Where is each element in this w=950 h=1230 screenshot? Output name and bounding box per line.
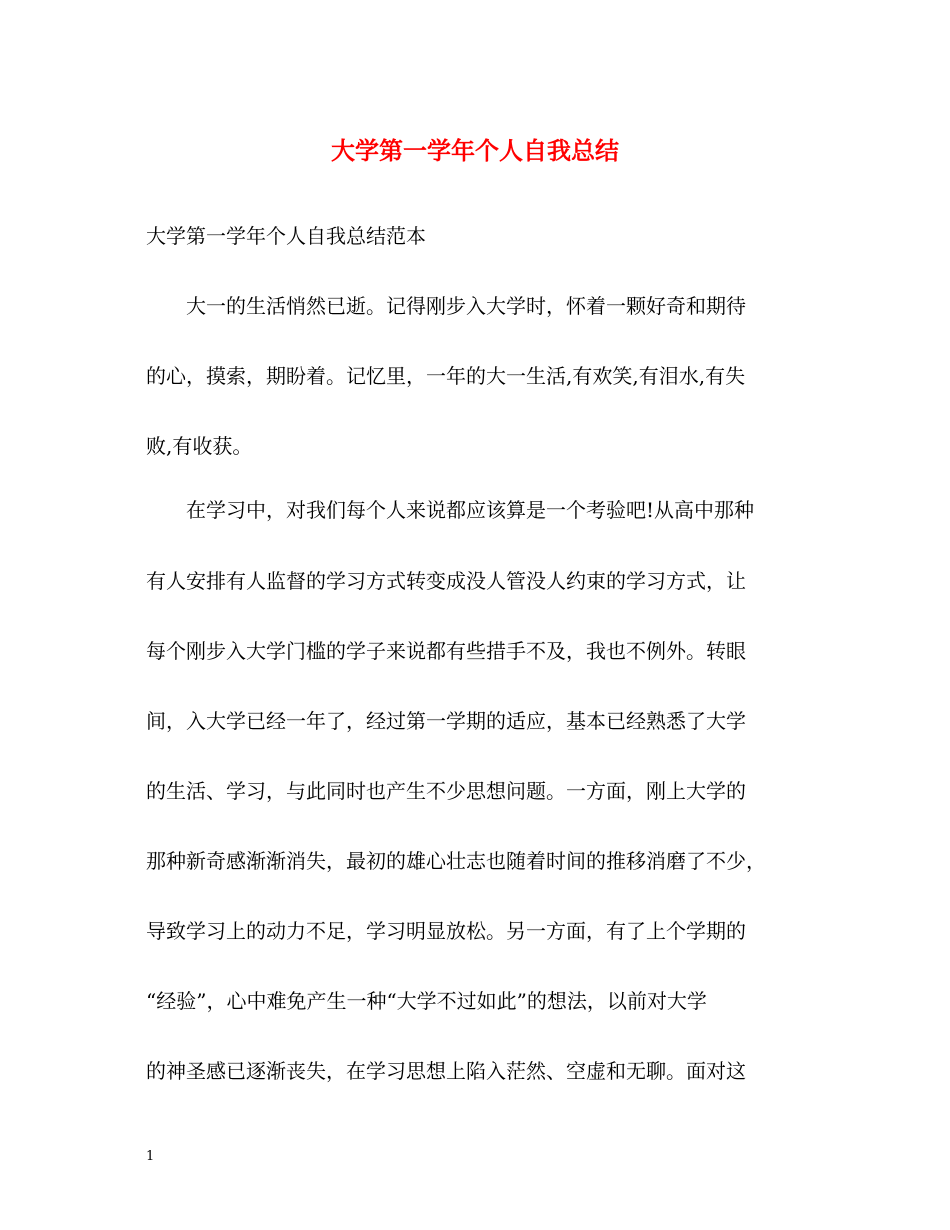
body-line: 的神圣感已逐渐丧失，在学习思想上陷入茫然、空虚和无聊。面对这 — [146, 1059, 746, 1083]
body-line: 的心，摸索，期盼着。记忆里，一年的大一生活,有欢笑,有泪水,有失 — [146, 364, 746, 388]
page-number: 1 — [146, 1149, 155, 1164]
body-line: 那种新奇感渐渐消失，最初的雄心壮志也随着时间的推移消磨了不少， — [146, 849, 766, 873]
body-line: 的生活、学习，与此同时也产生不少思想问题。一方面，刚上大学的 — [146, 779, 746, 803]
body-line: 导致学习上的动力不足，学习明显放松。另一方面，有了上个学期的 — [146, 919, 746, 943]
body-line: 有人安排有人监督的学习方式转变成没人管没人约束的学习方式，让 — [146, 569, 746, 593]
body-line: 大一的生活悄然已逝。记得刚步入大学时，怀着一颗好奇和期待 — [186, 294, 746, 318]
body-line: “经验”，心中难免产生一种“大学不过如此”的想法，以前对大学 — [146, 989, 707, 1013]
body-line: 败,有收获。 — [146, 434, 253, 458]
document-subtitle: 大学第一学年个人自我总结范本 — [146, 224, 426, 248]
body-line: 每个刚步入大学门槛的学子来说都有些措手不及，我也不例外。转眼 — [146, 639, 746, 663]
document-title: 大学第一学年个人自我总结 — [331, 136, 619, 165]
body-line: 间，入大学已经一年了，经过第一学期的适应，基本已经熟悉了大学 — [146, 709, 746, 733]
body-line: 在学习中，对我们每个人来说都应该算是一个考验吧!从高中那种 — [186, 498, 755, 522]
